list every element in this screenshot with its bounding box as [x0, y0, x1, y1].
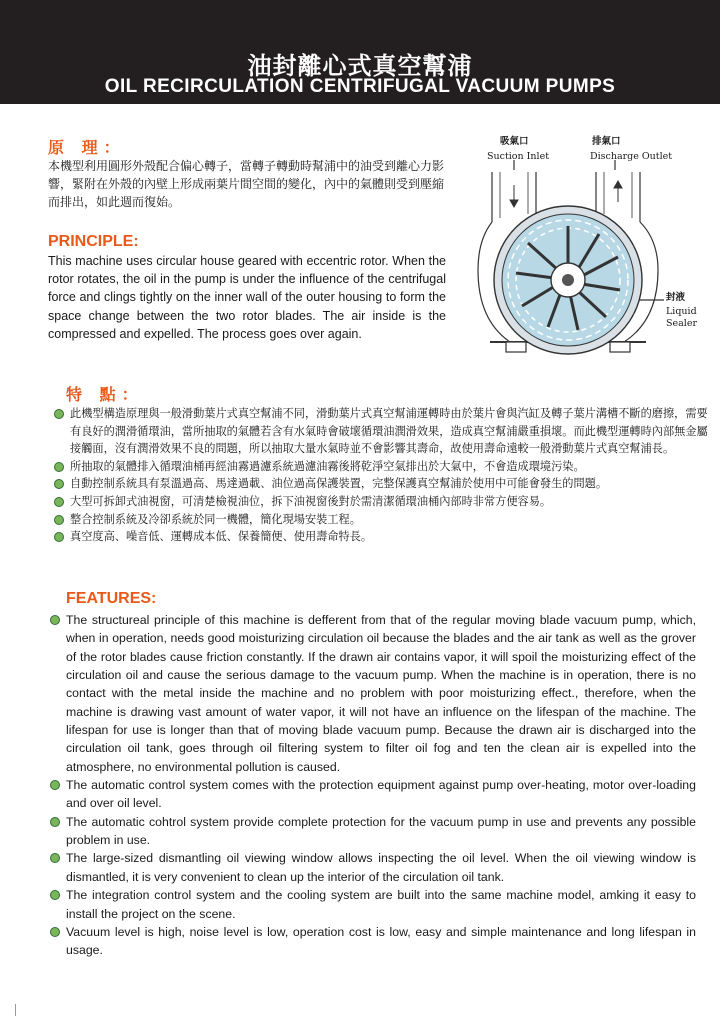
list-item: The automatic cohtrol system provide complete protection for the vacuum pump in use and prevents any possible problem in use. — [50, 813, 696, 850]
list-item: Vacuum level is high, noise level is low, operation cost is low, easy and simple maintenance and long lifespan in usage. — [50, 923, 696, 960]
page-title-english: OIL RECIRCULATION CENTRIFUGAL VACUUM PUMPS — [104, 76, 616, 97]
bullet-icon — [54, 515, 64, 525]
bullet-icon — [50, 780, 60, 790]
sealer-label-english-2: Sealer — [666, 318, 697, 329]
bullet-icon — [50, 817, 60, 827]
bullet-icon — [50, 890, 60, 900]
pump-cross-section-svg — [470, 130, 720, 370]
bullet-icon — [50, 927, 60, 937]
features-list-chinese — [54, 405, 708, 546]
support-leg-right — [610, 342, 630, 352]
list-item: 所抽取的氣體排入循環油桶再經油霧過濾系統過濾油霧後將乾淨空氣排出於大氣中，不會造成環境污染。 — [54, 458, 708, 476]
bullet-icon — [54, 462, 64, 472]
bullet-icon — [54, 497, 64, 507]
bullet-icon — [54, 409, 64, 419]
pump-diagram — [470, 130, 720, 370]
bullet-icon — [54, 479, 64, 489]
list-item: 自動控制系統具有泵溫過高、馬達過載、油位過高保護裝置，完整保護真空幫浦於使用中可能會發生的問題。 — [54, 475, 708, 493]
principle-heading-english: PRINCIPLE: — [48, 233, 139, 250]
features-list-english — [50, 611, 696, 960]
list-item: The structureal principle of this machine is defferent from that of the regular moving blade vacuum pump, which, when in operation, needs good moisturizing circulation oil because the blades and the air tank as well as the grover of the rotor blades cause friction constantly. If the drawn air contains vapor, it will spoil the moisturizing effect of the circulation oil and cause the serious damage to the vacuum pump. When the machine is in operation, there is no contact with the metal inside the machine and no problem with poor moisturizing effect., therefore, when the machine is drawing vast amount of water vapor, it will not have an influence on the lifespan of the machine. The lifespan for use is longer than that of moving blade vacuum pump. Because the drawn air is discharged into the circulation oil tank, goes through oil filtering system to filter oil fog and ten the clean air is expelled into the atmosphere, no environmental pollution is caused. — [50, 611, 696, 776]
features-heading-english: FEATURES: — [66, 590, 157, 607]
suction-arrow-head — [510, 200, 518, 207]
support-leg-left — [506, 342, 526, 352]
discharge-arrow-head — [614, 181, 622, 188]
sealer-label-chinese: 封液 — [666, 292, 686, 303]
sealer-label-english-1: Liquid — [666, 306, 697, 317]
bullet-icon — [54, 532, 64, 542]
principle-heading-chinese: 原 理： — [48, 138, 126, 157]
header-band — [0, 0, 720, 104]
page-edge-mark — [15, 1004, 16, 1016]
suction-label-chinese: 吸氣口 — [500, 136, 529, 147]
bullet-icon — [50, 615, 60, 625]
suction-label-english: Suction Inlet — [487, 151, 550, 162]
page-title-chinese: 油封離心式真空幫浦 — [247, 52, 473, 80]
list-item: 大型可拆卸式油視窗，可清楚檢視油位，拆下油視窗後對於需清潔循環油桶內部時非常方便容易。 — [54, 493, 708, 511]
features-heading-chinese: 特 點： — [66, 385, 144, 404]
discharge-label-english: Discharge Outlet — [590, 151, 673, 162]
principle-text-chinese: 本機型利用圓形外殼配合偏心轉子，當轉子轉動時幫浦中的油受到離心力影響，緊附在外殼的內壁上形成兩葉片間空間的變化，內中的氣體則受到壓縮而排出，如此週而復始。 — [48, 159, 445, 209]
rotor-shaft — [562, 274, 574, 286]
list-item: The integration control system and the cooling system are built into the same machine model, amking it easy to install the project on the scene. — [50, 886, 696, 923]
list-item: 整合控制系統及冷卻系統於同一機體，簡化現場安裝工程。 — [54, 511, 708, 529]
principle-text-english: This machine uses circular house geared with eccentric rotor. When the rotor rotates, the oil in the pump is under the influence of the centrifugal force and clings tightly on the inner wall of the outer housing to form the space change between the two rotor blades. The air inside is the compressed and expelled. The process goes over again. — [48, 254, 446, 341]
list-item: The automatic control system comes with the protection equipment against pump over-heating, motor over-loading and over oil level. — [50, 776, 696, 813]
list-item: 真空度高、噪音低、運轉成本低、保養簡便、使用壽命特長。 — [54, 528, 708, 546]
discharge-label-chinese: 排氣口 — [592, 136, 621, 147]
list-item: 此機型構造原理與一般滑動葉片式真空幫浦不同，滑動葉片式真空幫浦運轉時由於葉片會與汽缸及轉子葉片溝槽不斷的磨擦，需要有良好的潤滑循環油，當所抽取的氣體若含有水氣時會破壞循環油潤滑效果，造成真空幫浦嚴重損壞。而此機型運轉時內部無金屬接觸面，沒有潤滑效果不良的問題，所以抽取大量水氣時並不會影響其壽命，故使用壽命遠較一般滑動葉片式真空幫浦長。 — [54, 405, 708, 458]
list-item: The large-sized dismantling oil viewing window allows inspecting the oil level. When the oil viewing window is dismantled, it is very convenient to clean up the interior of the circulation oil tank. — [50, 849, 696, 886]
bullet-icon — [50, 853, 60, 863]
